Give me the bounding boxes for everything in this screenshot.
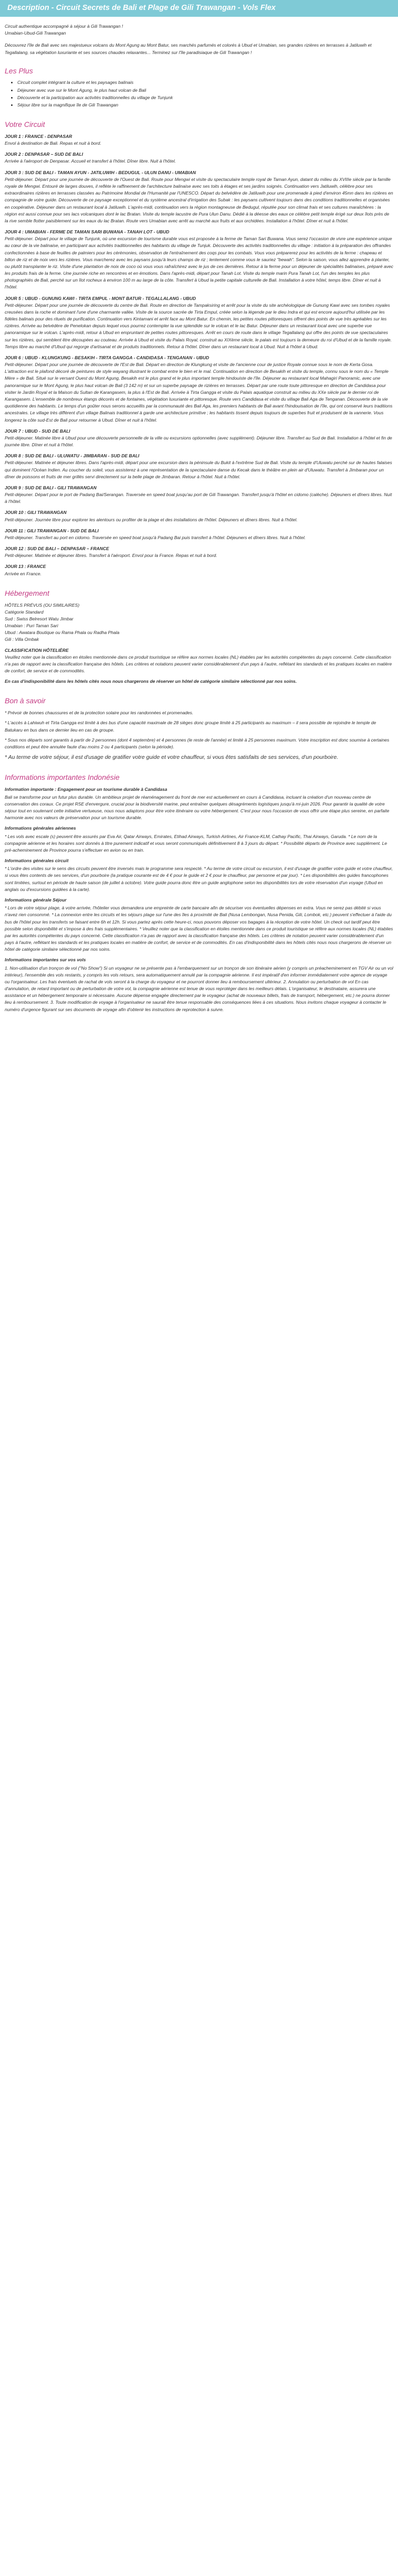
hotel-line: Catégorie Standard bbox=[5, 609, 44, 615]
day-text: Petit-déjeuner. Matinée et déjeuner libres. Dans l'après-midi, départ pour une excursion dans la péninsule du Bukit à l'extrême Sud de Bali. Visite du temple d'Uluwatu perché sur de hautes falaises qui dominent l'Océan Indien. Au coucher du soleil, vous assisterez à une représentation de la spectaculaire danse du Kecak dans le théâtre en plein air d'Uluwatu. Transfert à Jimbaran pour un dîner de poissons et fruits de mer grillés servi directement sur la belle plage de Jimbaran. Retour à l'hôtel. Nuit à l'hôtel. bbox=[5, 460, 392, 479]
info-section-text: 1. Non-utilisation d'un tronçon de vol ("No Show") Si un voyageur ne se présente pas à l'embarquement sur un tronçon de son itinéraire aérien (y compris un préacheminement en TGV Air ou un vol intérieur), l'ensemble des vols restants, y compris les vols retours, sera automatiquement annulé par la compagnie aérienne. Il est impératif d'en informer immédiatement votre agence de voyage ou l'organisateur. Les frais éventuels de rachat de vols seront à la charge du voyageur et ne pourront donner lieu à remboursement ultérieur. 2. Annulation ou perturbation de vol En cas d'annulation, de retard important ou de perturbation de votre vol, la compagnie aérienne est tenue de vous reprotéger dans les meilleurs délais. L'organisateur, le destinataire, assurera une assistance et un hébergement temporaire si nécessaire. Aucune dépense engagée directement par le voyageur (achat de nouveaux billets, frais de transport, hébergement, etc.) ne pourra donner lieu à remboursement. 3. Toute modification de voyage à l'organisateur ne saurait être tenue responsable des conséquences liées à ces situations. Nous invitons chaque voyageur à contacter le numéro d'urgence figurant sur ses documents de voyage afin d'obtenir les instructions de reprotection à suivre. bbox=[5, 965, 393, 1012]
day-title: JOUR 8 : SUD DE BALI - ULUWATU - JIMBARAN - SUD DE BALI bbox=[5, 453, 140, 459]
hotels-block bbox=[5, 602, 393, 643]
day-title: JOUR 6 : UBUD - KLUNGKUNG - BESAKIH - TIRTA GANGGA - CANDIDASA - TENGANAN - UBUD bbox=[5, 355, 210, 360]
info-section-title: Informations générale Séjour bbox=[5, 897, 67, 903]
info-section bbox=[5, 786, 393, 822]
day-text: Petit-déjeuner. Départ pour une journée de découverte de l'Est de Bali. Départ en direction de Klungkung et visite de l'ancienne cour de justice Royale connue sous le nom de Kerta Gosa. L'attraction est le plafond décoré de peintures de style wayang illustrant le combat entre le bien et le mal. Continuation en direction de Besakih et visite du temple, connu sous le nom du « Temple Mère » de Bali. Situé sur le versant Ouest du Mont Agung, Besakih est le plus grand et le plus important temple hindouiste de l'île. Déjeuner au restaurant local Mahagiri Panoramic, avec une panoramique sur le Mont Agung, le plus haut volcan de Bali (3 142 m) et sur un superbe paysage de rizières en terrasses. Départ par une route toute pittoresque en direction de Candidasa pour visiter le Jardin Royal et la Maison du Sultan de Karangasem, la plus à l'Est de Bali. Arrivée à Tirta Gangga et visite du Palais aquatique construit au milieu du XXe siècle par le dernier roi de Karangasem. L'ensemble de nombreux étangs décorés et de fontaines, végétation luxuriante et pittoresque. Route vers Candidasa et visite du village Bali Aga de Tenganan. Découverte de la vie quotidienne des habitants. Le temps d'un goûter nous serons accueillis par la communauté des Bali Aga, les premiers habitants de Bali avant l'hindouisation de l'île, qui ont conservé leurs traditions ancestrales. Le village très différent d'un village Balinais traditionnel à garde une architecture primitive ; les habitants tissent depuis toujours de superbes fruit et produisent de la vannerie. Vous longerez la côte sud-Est de Bali pour retourner à Ubud. Dîner et nuit à l'hôtel. bbox=[5, 362, 393, 423]
day-entry bbox=[5, 229, 393, 291]
hotel-note: En cas d'indisponibilité dans les hôtels cités nous nous chargerons de réserver un hôtel de catégorie similaire sélectionné par nos soins. bbox=[5, 679, 297, 684]
bon-paragraph: * L'accès à Lahiwuh et Tirta Gangga est limité à des bus d'une capacité maximale de 28 sièges donc groupe limité à 25 participants au maximum – il sera possible de rejoindre le temple de Batukaru en bus dans ce dernier lieu en cas de groupe. bbox=[5, 720, 376, 733]
day-title: JOUR 4 : UMABIAN - FERME DE TAMAN SARI BUWANA - TANAH LOT - UBUD bbox=[5, 229, 170, 235]
day-entry bbox=[5, 133, 393, 147]
section-heading-infos: Informations importantes Indonésie bbox=[5, 772, 120, 781]
day-entry bbox=[5, 151, 393, 165]
day-entry bbox=[5, 545, 393, 559]
day-title: JOUR 5 : UBUD - GUNUNG KAWI - TIRTA EMPUL - MONT BATUR - TEGALLALANG - UBUD bbox=[5, 295, 196, 301]
info-section-text: * Les vols avec escale (s) peuvent être assurés par Eva Air, Qatar Airways, Emirates, Etihad Airways, Turkish Airlines, Air France-KLM, Cathay Pacific, Thai Airways, Garuda. * Le nom de la compagnie aérienne et les horaires sont donnés à titre purement indicatif et vous seront communiqués définitivement 8 à 3 jours du départ. * Possibilité départs de Province avec supplément. Le pré-acheminement de Province pourra s'effectuer en avion ou en train. bbox=[5, 833, 387, 853]
day-title: JOUR 12 : SUD DE BALI – DENPASAR – FRANCE bbox=[5, 546, 109, 552]
classification-block bbox=[5, 647, 393, 675]
day-entry bbox=[5, 485, 393, 506]
list-item: • Déjeuner avec vue sur le Mont Agung, le plus haut volcan de Bali bbox=[17, 87, 393, 94]
hotel-line: Gili : Villa Ombak bbox=[5, 637, 39, 642]
day-title: JOUR 3 : SUD DE BALI - TAMAN AYUN - JATILUWIH - BEDUGUL - ULUN DANU - UMABIAN bbox=[5, 169, 196, 175]
day-entry bbox=[5, 528, 393, 541]
tip-note: * Au terme de votre séjour, il est d'usage de gratifier votre guide et votre chauffeur, si vous êtes satisfaits de ses services, d'un pourboire. bbox=[5, 754, 339, 761]
info-section bbox=[5, 825, 393, 854]
day-text: Petit-déjeuner. Matinée et déjeuner libres. Transfert à l'aéroport. Envol pour la France. Repas et nuit à bord. bbox=[5, 553, 217, 559]
day-title: JOUR 1 : FRANCE - DENPASAR bbox=[5, 133, 72, 139]
day-title: JOUR 10 : GILI TRAWANGAN bbox=[5, 510, 67, 516]
day-title: JOUR 9 : SUD DE BALI - GILI TRAWANGAN bbox=[5, 485, 97, 490]
day-entry bbox=[5, 169, 393, 224]
section-heading-bon: Bon à savoir bbox=[5, 696, 46, 705]
section-heading-circuit: Votre Circuit bbox=[5, 120, 45, 129]
info-section bbox=[5, 897, 393, 953]
bon-paragraph: * Sous nos départs sont garantis à partir de 2 personnes (dont 4 septembre) et 4 personnes (le reste de l'année) et limité à 25 personnes maximum. Votre inscription est donc soumise à certaines conditions et peut être annulée faute d'au moins 2 ou 4 participants (selon la période). bbox=[5, 737, 390, 749]
list-item: • Séjour libre sur la magnifique île de Gili Trawangan bbox=[17, 102, 393, 109]
day-title: JOUR 11 : GILI TRAWANGAN - SUD DE BALI bbox=[5, 528, 99, 533]
day-text: Petit-déjeuner. Départ pour une journée de découverte de l'Ouest de Bali. Route pour Mengwi et visite du spectaculaire temple royal de Taman Ayun, datant du milieu du XVIIIe siècle par la famille royale de Mengwi. Entouré de larges douves, il reflète le raffinement de l'architecture balinaise avec ses toits à étages et ses jardins soignés. Continuation vers Jatiluwih, célèbre pour ses extraordinaires rizières en terrasses classées au Patrimoine Mondial de l'Humanité par l'UNESCO. Départ du belvédère de Jatiluwih pour une promenade à pied d'environ 45mn dans les rizières en compagnie de votre guide. Découverte de ce paysage exceptionnel et du système ancestral d'irrigation des Subak : les paysans cultivent toujours dans des conditions traditionnelles et organisées en coopérative. Déjeuner dans un restaurant local à Jatiluwih. L'après-midi, continuation vers la région montagneuse de Bedugul, réputée pour son climat frais et ses cultures maraîchères : la région est aussi connue pour ses lacs volcaniques dont le lac Bratan. Visite du temple lacustre de Pura Ulun Danu. Dédié à la déesse des eaux ce célèbre petit temple érigé sur deux îlots près de la rive semble flotter paisiblement sur les eaux du lac Bratan. Route vers Umabian avec arrêt au marché aux fruits et aux orchidées. Installation à l'hôtel. Dîner et nuit à l'hôtel. bbox=[5, 176, 393, 223]
day-text: Petit-déjeuner. Départ pour une journée de découverte du centre de Bali. Route en direction de Tampaksiring et arrêt pour la visite du site archéologique de Gunung Kawi avec ses tombes royales creusées dans la roche et dominant l'une d'une charmante vallée. Visite de la source sacrée de Tirta Empul, créée selon la légende par le dieu Indra et qui est encore aujourd'hui utilisée par les fidèles balinais pour des rituels de purification. Continuation vers Kintamani et arrêt face au Mont Batur. En chemin, les petites routes pittoresques offrent des points de vue très agréables sur les rizières. Arrivée au belvédère de Penelokan depuis lequel vous pourrez contempler la vue splendide sur le volcan et le lac Batur. Déjeuner dans un restaurant local avec une superbe vue panoramique sur le volcan. L'après-midi, retour à Ubud en empruntant de petites routes pittoresques. Arrêt en cours de route dans le village Tegallalang qui offre des points de vue spectaculaires sur les rizières, qui semblent être découpées au couteau. Arrivée à Ubud et visite du Palais Royal, construit au XIXème siècle, le palais est toujours la demeure du roi d'Ubud et de la famille royale. Temps libre au marché d'Ubud qui regorge d'artisanat et de produits traditionnels. Retour à l'hôtel. Dîner dans un restaurant local à Ubud. Nuit à l'hôtel à Ubud. bbox=[5, 302, 392, 349]
intro-line: Circuit authentique accompagné à séjour à Gili Trawangan ! bbox=[5, 24, 123, 29]
info-section bbox=[5, 857, 393, 893]
hotels-title: HÔTELS PRÉVUS (OU SIMILAIRES) bbox=[5, 602, 80, 608]
section-heading-plus: Les Plus bbox=[5, 66, 33, 75]
day-title: JOUR 13 : FRANCE bbox=[5, 564, 46, 570]
intro-line: Umabian-Ubud-Gili Trawangan bbox=[5, 30, 66, 36]
day-entry bbox=[5, 453, 393, 480]
day-entry bbox=[5, 509, 393, 523]
day-text: Petit-déjeuner. Départ pour le village de Tunjunk, où une excursion de tourisme durable vous est proposée à la ferme de Taman Sari Buwana. Vous serez l'occasion de vivre une expérience unique au cœur de la vie balinaise, en participant aux activités traditionnelles des habitants du village de Tunjuk. Découverte des activités traditionnelles du village : initiation à la préparation des offrandes confectionnées à base de feuilles de palmiers pour les cérémonies, observation de l'entraînement des coqs pour les combats. Vous vous préparerez pour les activités de la ferme : chapeau et billon de riz et de noix vers les rizières. Vous marcherez avec les paysans jusqu'à leurs champs de riz ; lentement comme vous le sauriez "bewah". Selon la saison, vous allez apprendre à planter, ou plutôt transplanter le riz. Visite d'une plantation de noix de coco où vous vous rafraîchirez avec le jus de ces dernières. Retour à la ferme pour un déjeuner de spécialités balinaises, préparé avec les produits frais de la ferme. Une journée riche en rencontres et en émotions. Dans l'après-midi, départ pour Tanah Lot. Visite du temple marin Pura Tanah Lot, l'un des temples les plus photographiés de Bali, perché sur un îlot rocheux à environ 100 m au large de la côte. Transfert à Ubud la petite capitale culturelle de Bali. Installation à votre hôtel, temps libre. Dîner et nuit à l'hôtel. bbox=[5, 236, 393, 290]
classification-title: CLASSIFICATION HÔTELIÈRE bbox=[5, 647, 69, 653]
info-section-title: Informations générales circuit bbox=[5, 858, 69, 864]
page bbox=[0, 0, 398, 1025]
day-entry bbox=[5, 563, 393, 577]
info-section-title: Informations générales aériennes bbox=[5, 825, 76, 831]
info-section-title: Information importante : Engagement pour un tourisme durable à Candidasa bbox=[5, 786, 167, 792]
info-section-text: * Lors de votre séjour plage, à votre arrivée, l'hôtelier vous demandera une empreinte de carte bancaire afin de sécuriser vos éventuelles dépenses en extra. Vous ne serez pas débité si vous n'avez rien consommé. * La connexion entre les circuits et les séjours plage sur l'une des îles à proximité de Bali (Nusa Lembongan, Nusa Penida, Gili, Lombok, etc.) peuvent s'effectuer à l'aide du bus de l'hôtel pour les transferts se faisant entre 6h et 12h. Si vous partez après cette heure-ci, nous pouvons déposer vos bagages à la réception de votre hôtel. Un check out tardif peut être possible selon disponibilité et s'impose à des frais supplémentaires. * Veuillez noter que la classification en étoiles mentionnée dans ce produit touristique se réfère aux normes locales (NL) établies par les autorités compétentes du pays concerné. Cette classification n'a pas de rapport avec la classification française des hôtels. Les critères de notation peuvent varier considérablement d'un pays à l'autre, reflétant les standards et les pratiques locales en matière de confort, de service et de commodités. En cas d'indisponibilité dans les hôtels cités nous nous chargerons de réserver un hôtel de catégorie similaire sélectionné par nos soins. bbox=[5, 905, 393, 952]
day-text: Petit-déjeuner. Transfert au port en cidomo. Traversée en speed boat jusqu'à Padang Bai puis transfert à l'hôtel. Déjeuners et dîners libres. Nuit à l'hôtel. bbox=[5, 534, 306, 540]
day-entry bbox=[5, 428, 393, 449]
classification-text: Veuillez noter que la classification en étoiles mentionnée dans ce produit touristique se réfère aux normes locales (NL) établies par les autorités compétentes du pays concerné. Cette classification n'a pas de rapport avec la classification française des hôtels. Les critères et notations peuvent varier considérablement d'un pays à l'autre, reflétant les standards et les pratiques locales en matière de confort, de service et de commodités. bbox=[5, 654, 392, 674]
info-section bbox=[5, 957, 393, 1013]
hotel-line: Sud : Swiss Belresort Watu Jimbar bbox=[5, 616, 74, 621]
info-section-title: Informations importantes sur vos vols bbox=[5, 957, 86, 963]
day-title: JOUR 2 : DENPASAR – SUD DE BALI bbox=[5, 152, 83, 157]
day-text: Petit-déjeuner. Matinée libre à Ubud pour une découverte personnelle de la ville ou excursions optionnelles (avec supplément). Déjeuner libre. Transfert au Sud de Bali. Installation à l'hôtel et fin de journée libre. Dîner et nuit à l'hôtel. bbox=[5, 435, 392, 448]
info-section-text: * L'ordre des visites sur le sens des circuits peuvent être inversés mais le programme sera respecté. * Au terme de votre circuit ou excursion, il est d'usage de gratifier votre guide et votre chauffeur, si vous êtes contents de ses services, d'un pourboire (la pratique courante est de 4 € pour le guide et 2 € pour le chauffeur, par personne et par jour). * Les disponibilités des guides francophones sont limitées, surtout en période de haute saison (de juillet à octobre). Votre guide pourra donc être un guide anglophone selon les disponibilités lors de votre réservation d'un voyage (Ubud en anglais ou d'excursions guidées à la carte). bbox=[5, 866, 393, 892]
section-heading-hebergement: Hébergement bbox=[5, 588, 49, 597]
info-section-text: Bali se transforme pour un futur plus durable. Un ambitieux projet de réaménagement du front de mer est actuellement en cours à Candidasa, incluant la création d'un nouveau centre de conservation des coraux. Ce projet RSE d'envergure, crucial pour la biodiversité marine, peut entraîner quelques désagréments logistiques jusqu'à mi-juin 2026. Pour garantir la qualité de votre séjour tout en soutenant cette initiative vertueuse, nous nous adaptons pour être votre itinéraire ou votre hébergement. C'est pour nous l'occasion de vous offrir une étape plus sereine, en parfaite harmonie avec nos valeurs de préservation pour un tourisme durable. bbox=[5, 794, 390, 821]
intro-paragraph: Découvrez l'île de Bali avec ses majestueux volcans du Mont Agung au Mont Batur, ses marchés parfumés et colorés à Ubud et Umabian, ses grandes rizières en terrasses à Jatiluwih et Tegallalang, sa végétation luxuriante et ses sources chaudes relaxantes... Terminez sur l'île paradisiaque de Gili Trawangan ! bbox=[5, 42, 372, 55]
list-item: • Découverte et la participation aux activités traditionnelles du village de Tunjunk bbox=[17, 94, 393, 101]
day-title: JOUR 7 : UBUD - SUD DE BALI bbox=[5, 428, 70, 434]
day-text: Petit-déjeuner. Journée libre pour explorer les alentours ou profiter de la plage et des installations de l'hôtel. Déjeuners et dîners libres. Nuit à l'hôtel. bbox=[5, 517, 298, 522]
day-text: Petit-déjeuner. Départ pour le port de Padang Bai/Serangan. Traversée en speed boat jusqu'au port de Gili Trawangan. Transfert jusqu'à l'hôtel en cidomo (calèche). Déjeuners et dîners libres. Nuit à l'hôtel. bbox=[5, 492, 392, 505]
day-entry bbox=[5, 355, 393, 424]
list-item: • Circuit complet intégrant la culture et les paysages balinais bbox=[17, 79, 393, 86]
day-text: Arrivée en France. bbox=[5, 571, 41, 576]
hotel-line: Umabian : Puri Taman Sari bbox=[5, 623, 58, 629]
page-title: Description - Circuit Secrets de Bali et Plage de Gili Trawangan - Vols Flex bbox=[0, 0, 398, 17]
hotel-line: Ubud : Awatara Boutique ou Rama Phala ou Radha Phala bbox=[5, 630, 120, 636]
day-entry bbox=[5, 295, 393, 350]
day-text: Arrivée à l'aéroport de Denpasar. Accueil et transfert à l'hôtel. Dîner libre. Nuit à l'hôtel. bbox=[5, 158, 176, 164]
day-text: Envol à destination de Bali. Repas et nuit à bord. bbox=[5, 141, 101, 146]
circuit-days bbox=[5, 133, 393, 577]
plus-list bbox=[5, 79, 393, 109]
bon-paragraph: * Prévoir de bonnes chaussures et de la protection solaire pour les randonnées et promenades. bbox=[5, 710, 194, 716]
